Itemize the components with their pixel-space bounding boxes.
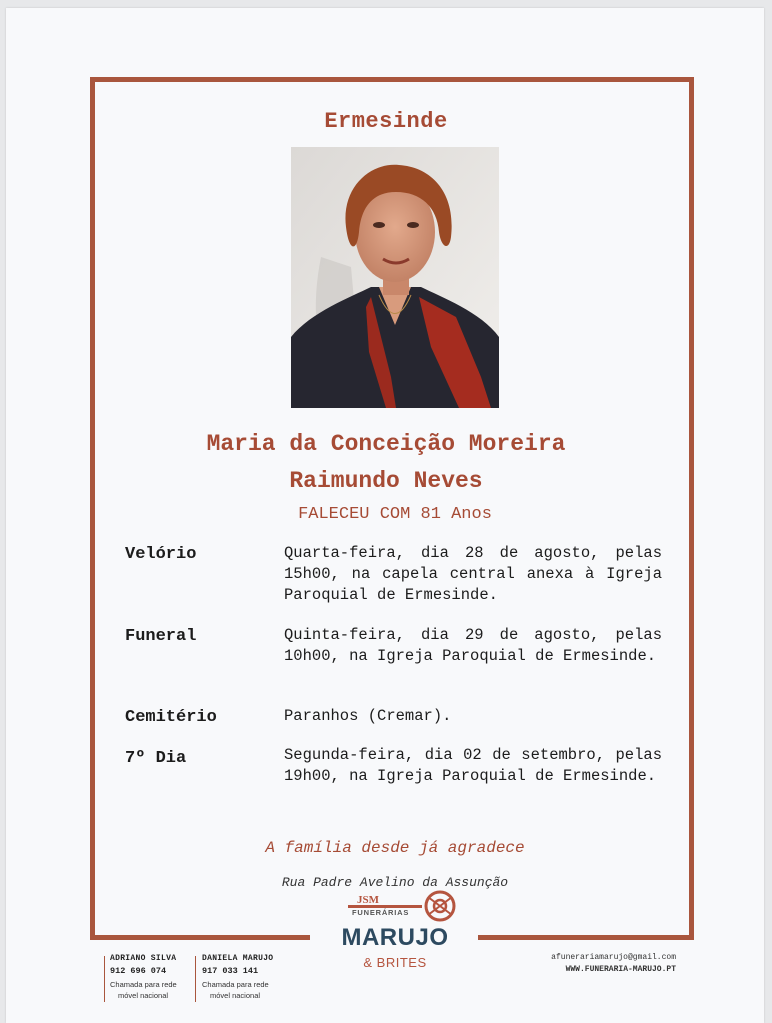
age-text: FALECEU COM 81 Anos bbox=[298, 505, 492, 524]
contact-name: DANIELA MARUJO bbox=[202, 954, 274, 963]
contact-note-line1: Chamada para rede bbox=[110, 980, 177, 989]
contact-note-line1: Chamada para rede bbox=[202, 980, 269, 989]
event-label-velorio: Velório bbox=[125, 545, 197, 564]
contact-divider-1 bbox=[104, 956, 105, 1002]
website-link[interactable]: WWW.FUNERARIA-MARUJO.PT bbox=[565, 965, 676, 974]
event-label-funeral: Funeral bbox=[125, 627, 197, 646]
funeral-home-logo bbox=[330, 886, 460, 976]
deceased-name-line1: Maria da Conceição Moreira bbox=[206, 431, 566, 457]
contact-adriano bbox=[110, 954, 177, 1001]
event-text-velorio: Quarta-feira, dia 28 de agosto, pelas 15h00, na capela central anexa à Igreja Paroquial de Ermesinde. bbox=[284, 544, 662, 604]
event-text-funeral: Quinta-feira, dia 29 de agosto, pelas 10h00, na Igreja Paroquial de Ermesinde. bbox=[284, 626, 662, 665]
logo-subname: & BRITES bbox=[363, 955, 427, 970]
place-title: Ermesinde bbox=[324, 109, 448, 134]
logo-name: MARUJO bbox=[341, 924, 449, 951]
family-thanks: A família desde já agradece bbox=[265, 839, 525, 857]
email-address[interactable]: afunerariamarujo@gmail.com bbox=[551, 953, 676, 962]
contact-note-line2: móvel nacional bbox=[118, 991, 169, 1000]
contact-phone: 912 696 074 bbox=[110, 966, 167, 976]
deceased-name-line2: Raimundo Neves bbox=[289, 468, 483, 494]
street-address: Rua Padre Avelino da Assunção bbox=[281, 875, 509, 890]
contact-note-line2: móvel nacional bbox=[210, 991, 261, 1000]
logo-tagline: FUNERÁRIAS bbox=[352, 908, 410, 917]
contact-name: ADRIANO SILVA bbox=[110, 954, 177, 963]
event-label-setimo-dia: 7º Dia bbox=[125, 749, 187, 768]
frame-bottom-right bbox=[478, 935, 694, 940]
contact-divider-2 bbox=[195, 956, 196, 1002]
event-text-setimo-dia: Segunda-feira, dia 02 de setembro, pelas 19h00, na Igreja Paroquial de Ermesinde. bbox=[284, 746, 662, 785]
event-text-cemiterio: Paranhos (Cremar). bbox=[284, 707, 452, 725]
frame-bottom-left bbox=[90, 935, 310, 940]
contact-phone: 917 033 141 bbox=[202, 966, 259, 976]
logo-initials: JSM bbox=[357, 894, 379, 906]
event-label-cemiterio: Cemitério bbox=[125, 708, 217, 727]
portrait-photo bbox=[291, 147, 499, 408]
contact-daniela bbox=[202, 954, 273, 1001]
